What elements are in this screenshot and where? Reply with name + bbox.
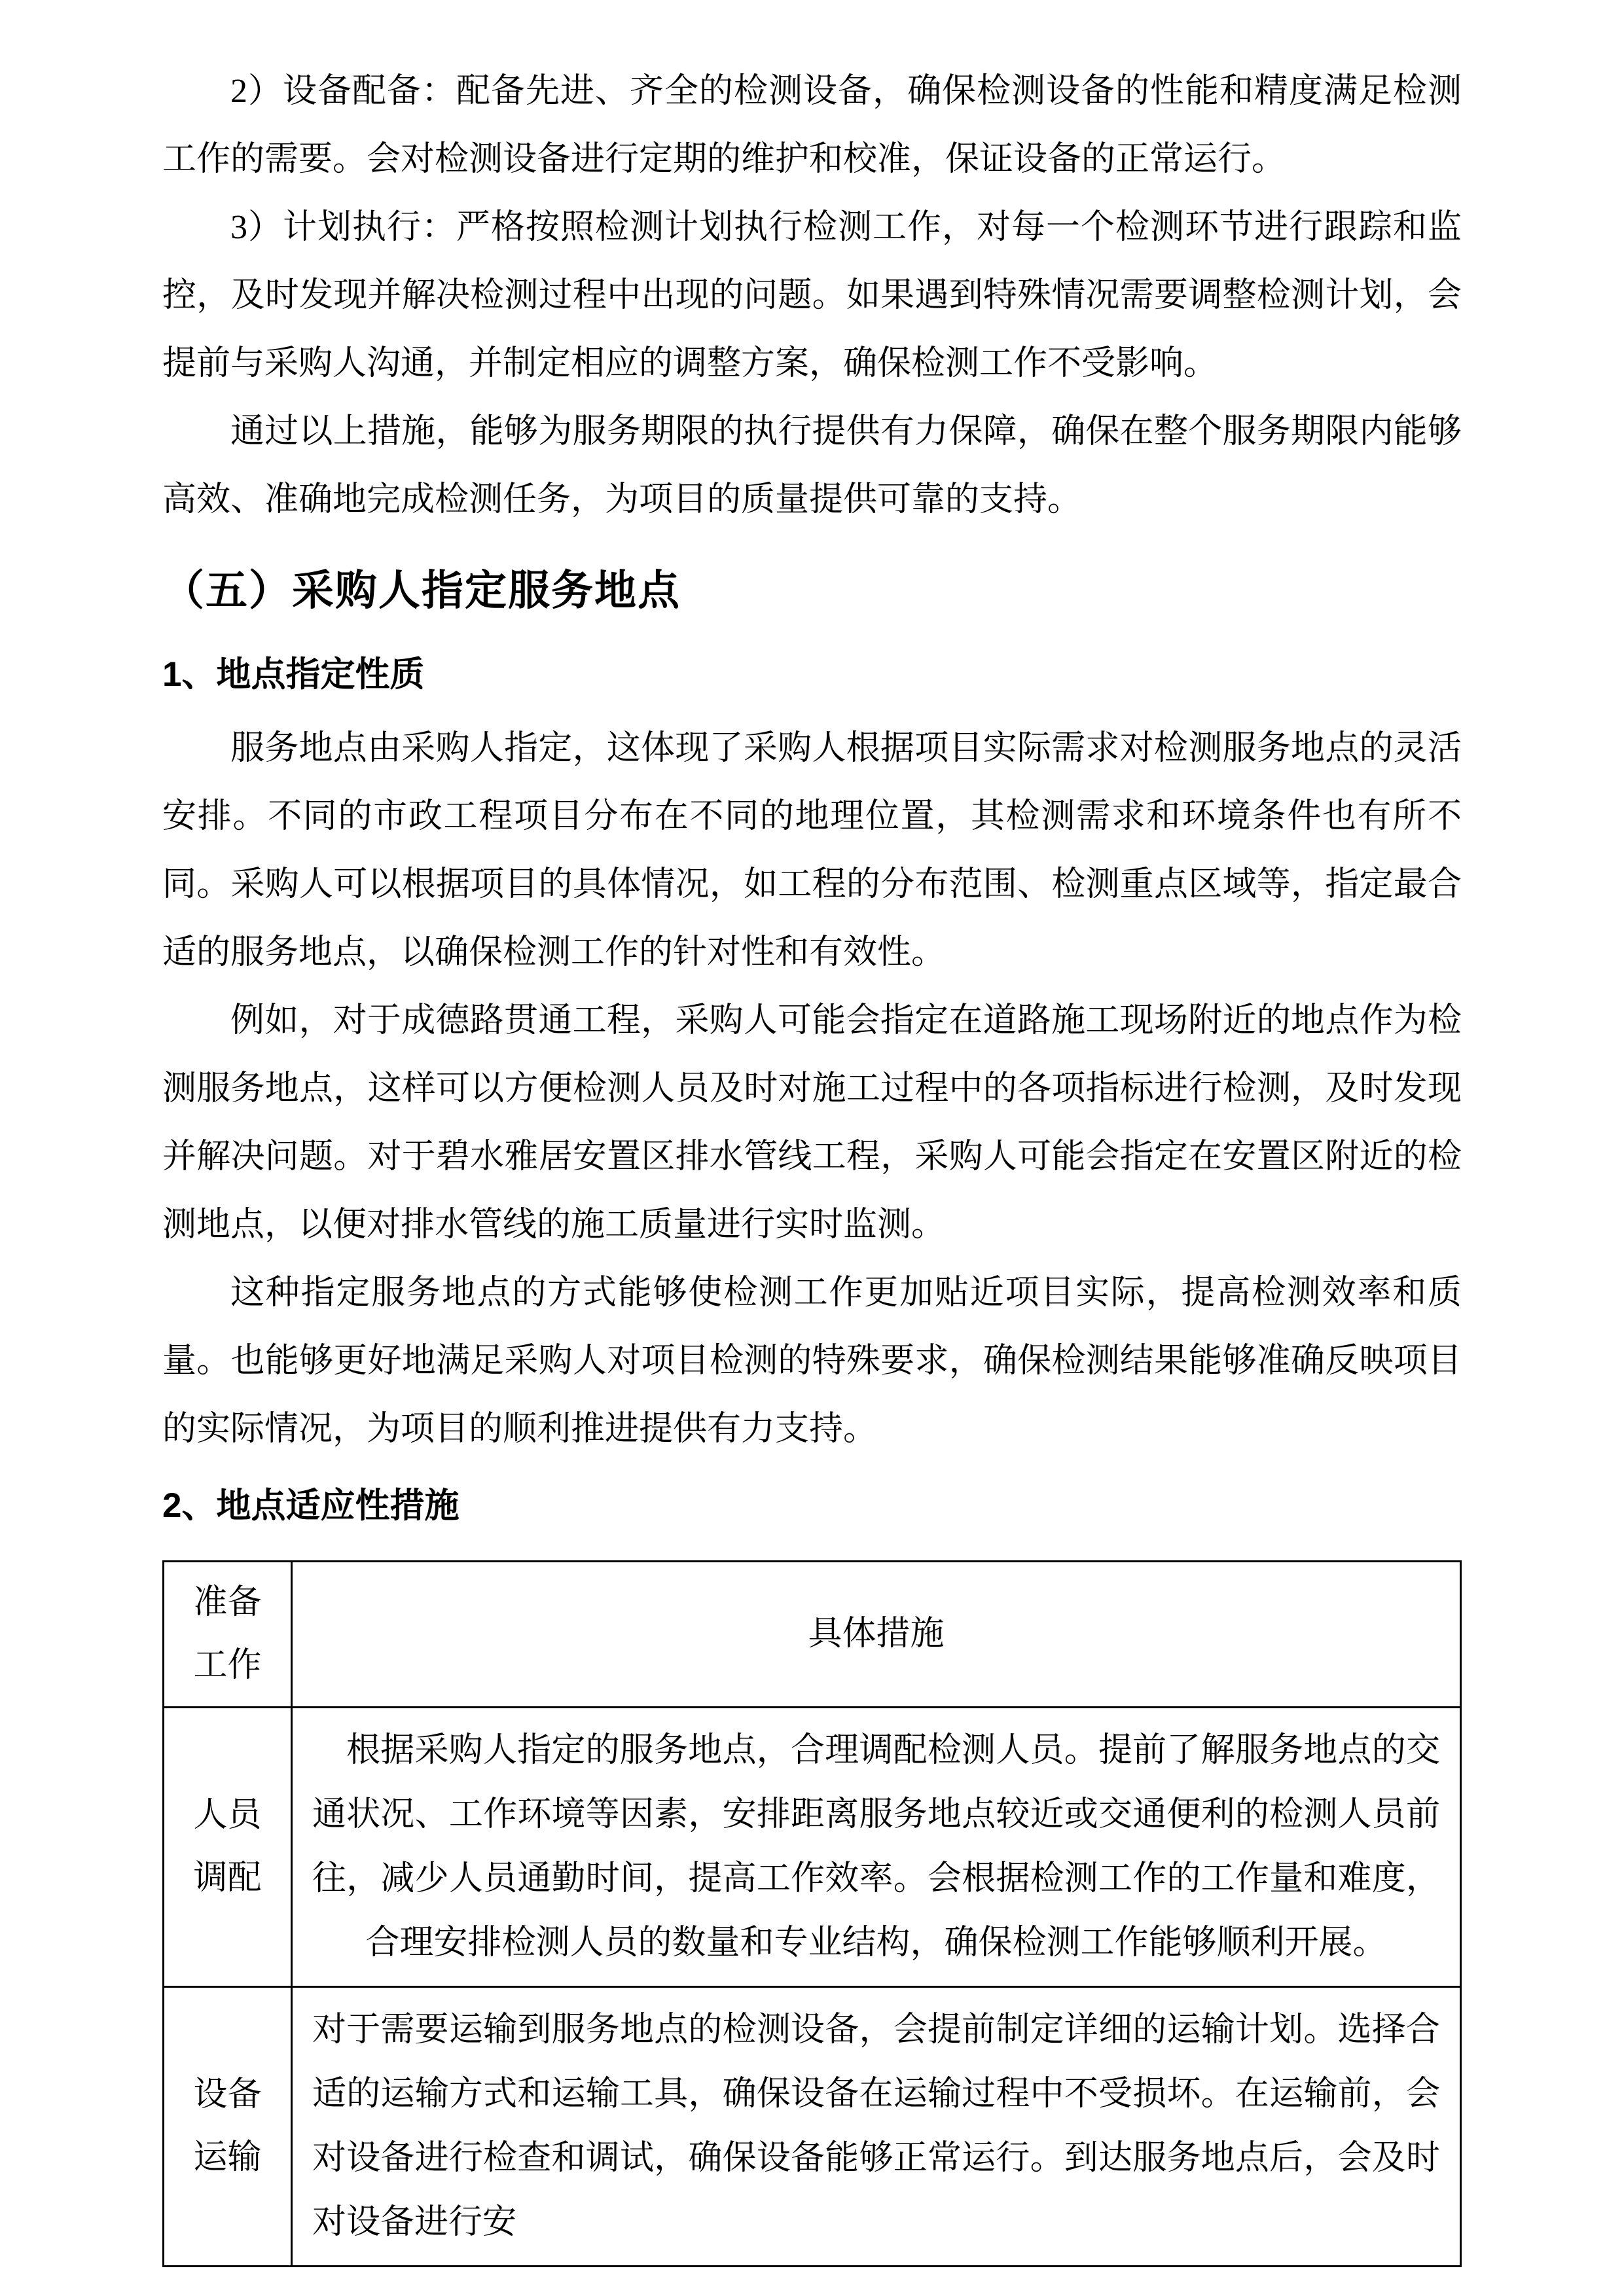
section-heading: （五）采购人指定服务地点 xyxy=(162,567,681,614)
paragraph-location-nature-2: 例如，对于成德路贯通工程，采购人可能会指定在道路施工现场附近的地点作为检测服务地点，这样可以方便检测人员及时对施工过程中的各项指标进行检测，及时发现并解决问题。对于碧水雅居安置区排水管线工程，采购人可能会指定在安置区附近的检测地点，以便对排水管线的施工质量进行实时监测。 xyxy=(162,1002,1462,1244)
header-cell-preparation-line2: 工作 xyxy=(193,1647,262,1684)
header-cell-preparation-line1: 准备 xyxy=(193,1584,262,1621)
row-label-equipment-transport-line2: 运输 xyxy=(193,2139,262,2176)
row-label-equipment-transport xyxy=(164,1987,292,2267)
table-row-equipment-transport xyxy=(164,1987,1461,2267)
adaptation-measures-table xyxy=(162,1560,1462,2267)
table-header-row xyxy=(164,1562,1461,1708)
paragraph-equipment: 2）设备配备：配备先进、齐全的检测设备，确保检测设备的性能和精度满足检测工作的需要。会对检测设备进行定期的维护和校准，保证设备的正常运行。 xyxy=(162,73,1462,178)
row-label-equipment-transport-line1: 设备 xyxy=(193,2076,262,2113)
row-content-equipment-transport: 对于需要运输到服务地点的检测设备，会提前制定详细的运输计划。选择合适的运输方式和运输工具，确保设备在运输过程中不受损坏。在运输前，会对设备进行检查和调试，确保设备能够正常运行。到达服务地点后，会及时对设备进行安 xyxy=(292,1987,1461,2267)
paragraph-summary: 通过以上措施，能够为服务期限的执行提供有力保障，确保在整个服务期限内能够高效、准确地完成检测任务，为项目的质量提供可靠的支持。 xyxy=(162,413,1462,518)
subsection-2-heading: 2、地点适应性措施 xyxy=(162,1486,460,1525)
header-cell-preparation xyxy=(164,1562,292,1708)
paragraph-location-nature-1: 服务地点由采购人指定，这体现了采购人根据项目实际需求对检测服务地点的灵活安排。不同的市政工程项目分布在不同的地理位置，其检测需求和环境条件也有所不同。采购人可以根据项目的具体情况，如工程的分布范围、检测重点区域等，指定最合适的服务地点，以确保检测工作的针对性和有效性。 xyxy=(162,730,1462,971)
paragraph-location-nature-3: 这种指定服务地点的方式能够使检测工作更加贴近项目实际，提高检测效率和质量。也能够更好地满足采购人对项目检测的特殊要求，确保检测结果能够准确反映项目的实际情况，为项目的顺利推进提供有力支持。 xyxy=(162,1274,1462,1448)
header-cell-measures: 具体措施 xyxy=(292,1562,1461,1708)
row-content-personnel: 根据采购人指定的服务地点，合理调配检测人员。提前了解服务地点的交通状况、工作环境等因素，安排距离服务地点较近或交通便利的检测人员前往，减少人员通勤时间，提高工作效率。会根据检测工作的工作量和难度，合理安排检测人员的数量和专业结构，确保检测工作能够顺利开展。 xyxy=(292,1708,1461,1987)
row-label-personnel xyxy=(164,1708,292,1987)
row-label-personnel-line1: 人员 xyxy=(193,1797,262,1834)
subsection-1-heading: 1、地点指定性质 xyxy=(162,655,425,694)
row-label-personnel-line2: 调配 xyxy=(193,1859,262,1897)
table-row-personnel xyxy=(164,1708,1461,1987)
paragraph-plan-execution: 3）计划执行：严格按照检测计划执行检测工作，对每一个检测环节进行跟踪和监控，及时发现并解决检测过程中出现的问题。如果遇到特殊情况需要调整检测计划，会提前与采购人沟通，并制定相应的调整方案，确保检测工作不受影响。 xyxy=(162,209,1462,382)
